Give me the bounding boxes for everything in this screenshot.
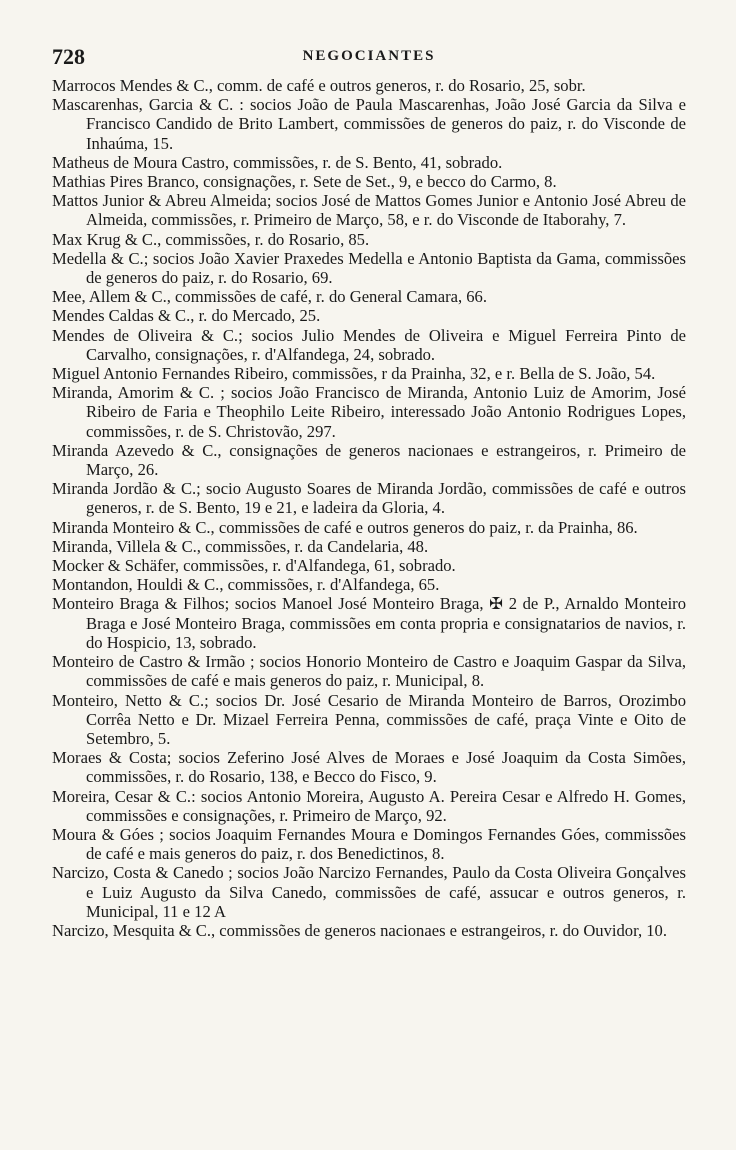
directory-entry: Marrocos Mendes & C., comm. de café e outros generos, r. do Rosario, 25, sobr. — [52, 76, 586, 95]
directory-entry: Miranda Azevedo & C., consignações de generos nacionaes e estrangeiros, r. Primeiro de Março, 26. — [52, 440, 686, 480]
directory-entry: Miguel Antonio Fernandes Ribeiro, commissões, r da Prainha, 32, e r. Bella de S. João, 54. — [52, 364, 656, 384]
directory-entry: Mattos Junior & Abreu Almeida; socios José de Mattos Gomes Junior e Antonio José Abreu de Almeida, commissões, r. Primeiro de Março, 58, e r. do Visconde de Itaborahy, 7. — [52, 191, 686, 230]
directory-entry: Miranda, Villela & C., commissões, r. da Candelaria, 48. — [52, 536, 429, 556]
directory-entry: Miranda Jordão & C.; socio Augusto Soares de Miranda Jordão, commissões de café e outros generos, r. de S. Bento, 19 e 21, e ladeira da Gloria, 4. — [52, 479, 686, 518]
directory-entry: Matheus de Moura Castro, commissões, r. de S. Bento, 41, sobrado. — [52, 152, 503, 172]
directory-entry: Moraes & Costa; socios Zeferino José Alves de Moraes e José Joaquim da Costa Simões, commissões, r. do Rosario, 138, e Becco do Fisco, 9. — [52, 748, 686, 787]
directory-entry: Mendes de Oliveira & C.; socios Julio Mendes de Oliveira e Miguel Ferreira Pinto de Carvalho, consignações, r. d'Alfandega, 24, sobrado. — [52, 325, 686, 364]
directory-entry: Monteiro Braga & Filhos; socios Manoel José Monteiro Braga, ✠ 2 de P., Arnaldo Monteiro Braga e José Monteiro Braga, commissões em conta propria e consignatarios de navios, r. do Hospicio, 13, sobrado. — [52, 594, 686, 652]
directory-entry: Moura & Góes ; socios Joaquim Fernandes Moura e Domingos Fernandes Góes, commissões de café e mais generos do paiz, r. dos Benedictinos, 8. — [52, 824, 686, 864]
directory-entry: Moreira, Cesar & C.: socios Antonio Moreira, Augusto A. Pereira Cesar e Alfredo H. Gomes, commissões e consignações, r. Primeiro de Março, 92. — [52, 786, 686, 825]
directory-entry: Monteiro, Netto & C.; socios Dr. José Cesario de Miranda Monteiro de Barros, Orozimbo Corrêa Netto e Dr. Mizael Ferreira Penna, commissões de café, praça Vinte e Oito de Setembro, 5. — [52, 690, 686, 748]
directory-entry: Mee, Allem & C., commissões de café, r. do General Camara, 66. — [52, 287, 488, 307]
directory-listing — [52, 76, 686, 940]
page-number: 728 — [52, 44, 85, 69]
directory-entry: Miranda Monteiro & C., commissões de café e outros generos do paiz, r. da Prainha, 86. — [52, 517, 638, 537]
directory-entry: Max Krug & C., commissões, r. do Rosario, 85. — [52, 229, 370, 249]
directory-entry: Mathias Pires Branco, consignações, r. Sete de Set., 9, e becco do Carmo, 8. — [52, 172, 557, 192]
page-header — [52, 44, 686, 74]
directory-entry: Mascarenhas, Garcia & C. : socios João de Paula Mascarenhas, João José Garcia da Silva e Francisco Candido de Brito Lambert, commissões de generos do paiz, r. do Visconde de Inhaúma, 15. — [52, 95, 686, 153]
directory-entry: Miranda, Amorim & C. ; socios João Francisco de Miranda, Antonio Luiz de Amorim, José Ribeiro de Faria e Theophilo Leite Ribeiro, interessado João Antonio Rodrigues Lopes, commissões, r. de S. Christovão, 297. — [52, 383, 686, 441]
directory-entry: Narcizo, Mesquita & C., commissões de generos nacionaes e estrangeiros, r. do Ouvidor, 10. — [52, 920, 667, 940]
directory-entry: Mendes Caldas & C., r. do Mercado, 25. — [52, 306, 321, 326]
directory-entry: Medella & C.; socios João Xavier Praxedes Medella e Antonio Baptista da Gama, commissões de generos do paiz, r. do Rosario, 69. — [52, 248, 686, 288]
directory-entry: Mocker & Schäfer, commissões, r. d'Alfandega, 61, sobrado. — [52, 556, 456, 576]
directory-entry: Narcizo, Costa & Canedo ; socios João Narcizo Fernandes, Paulo da Costa Oliveira Gonçalves e Luiz Augusto da Silva Canedo, commissões de café, assucar e outros generos, r. Municipal, 11 e 12 A — [52, 863, 686, 921]
page-title: NEGOCIANTES — [302, 48, 436, 64]
directory-entry: Montandon, Houldi & C., commissões, r. d'Alfandega, 65. — [52, 575, 440, 595]
directory-entry: Monteiro de Castro & Irmão ; socios Honorio Monteiro de Castro e Joaquim Gaspar da Silva, commissões de café e mais generos do paiz, r. Municipal, 8. — [52, 652, 686, 691]
